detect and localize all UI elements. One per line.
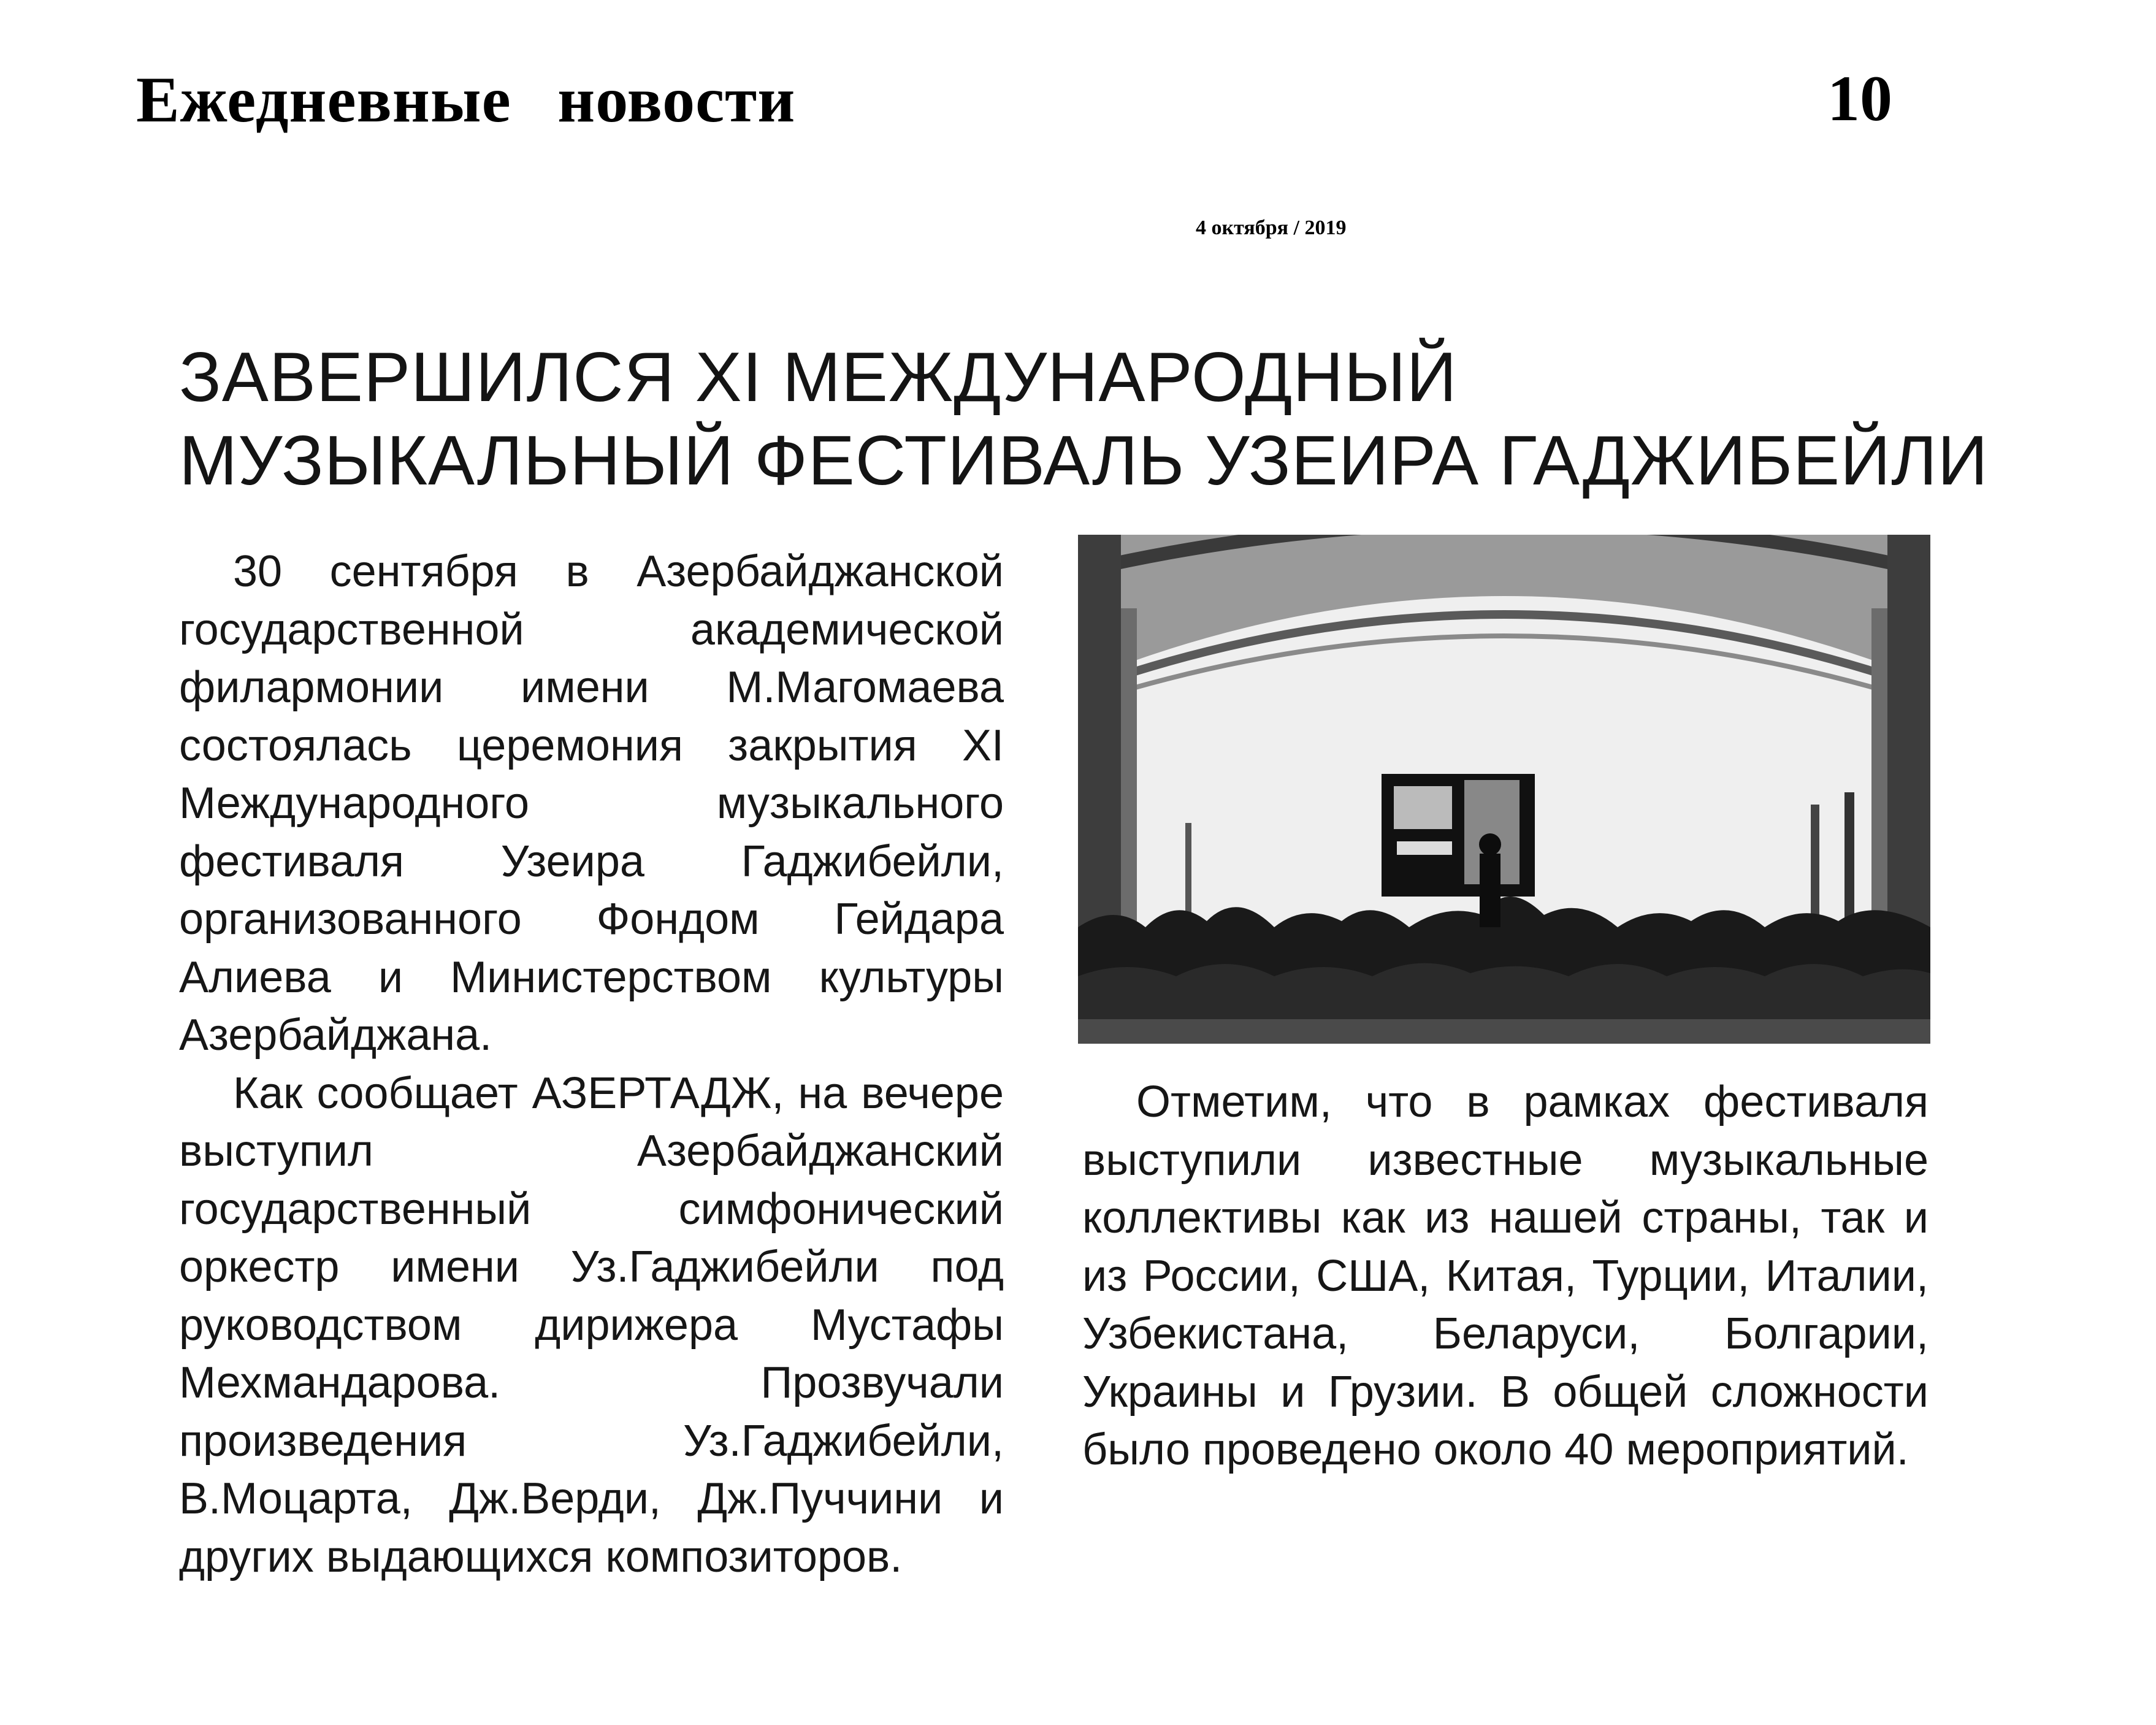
article-paragraph-3: Отметим, что в рамках фестиваля выступили известные музыкальные коллективы как из нашей страны, так и из России, США, Китая, Турции, Италии, Узбекистана, Беларуси, Болгарии, Украины и Грузии. В общей сложности было проведено около 40 мероприятий.	[1082, 1077, 1929, 1474]
concert-photo	[1078, 535, 1930, 1044]
orchestra-stage-image	[1078, 535, 1930, 1044]
publication-title: Ежедневные новости	[136, 64, 796, 136]
article-paragraph-1: 30 сентября в Азербайджанской государственной академической филармонии имени М.Магомаева состоялась церемония закрытия XI Международного музыкального фестиваля Узеира Гаджибейли, организованного Фондом Гейдара Алиева и Министерством культуры Азербайджана.	[179, 547, 1004, 1060]
issue-date: 4 октября / 2019	[1196, 216, 1347, 239]
article-paragraph-2: Как сообщает АЗЕРТАДЖ, на вечере выступил Азербайджанский государственный симфонический оркестр имени Уз.Гаджибейли под руководством дирижера Мустафы Мехмандарова. Прозвучали произведения Уз.Гаджибейли, В.Моцарта, Дж.Верди, Дж.Пуччини и других выдающихся композиторов.	[179, 1068, 1004, 1582]
article-left-column	[179, 543, 1004, 1586]
article-right-column	[1082, 1073, 1929, 1479]
headline-line-2: МУЗЫКАЛЬНЫЙ ФЕСТИВАЛЬ УЗЕИРА ГАДЖИБЕЙЛИ	[179, 422, 1989, 500]
headline-line-1: ЗАВЕРШИЛСЯ XI МЕЖДУНАРОДНЫЙ	[179, 338, 1458, 416]
article-headline	[179, 336, 1989, 503]
page-number: 10	[1827, 63, 1892, 134]
